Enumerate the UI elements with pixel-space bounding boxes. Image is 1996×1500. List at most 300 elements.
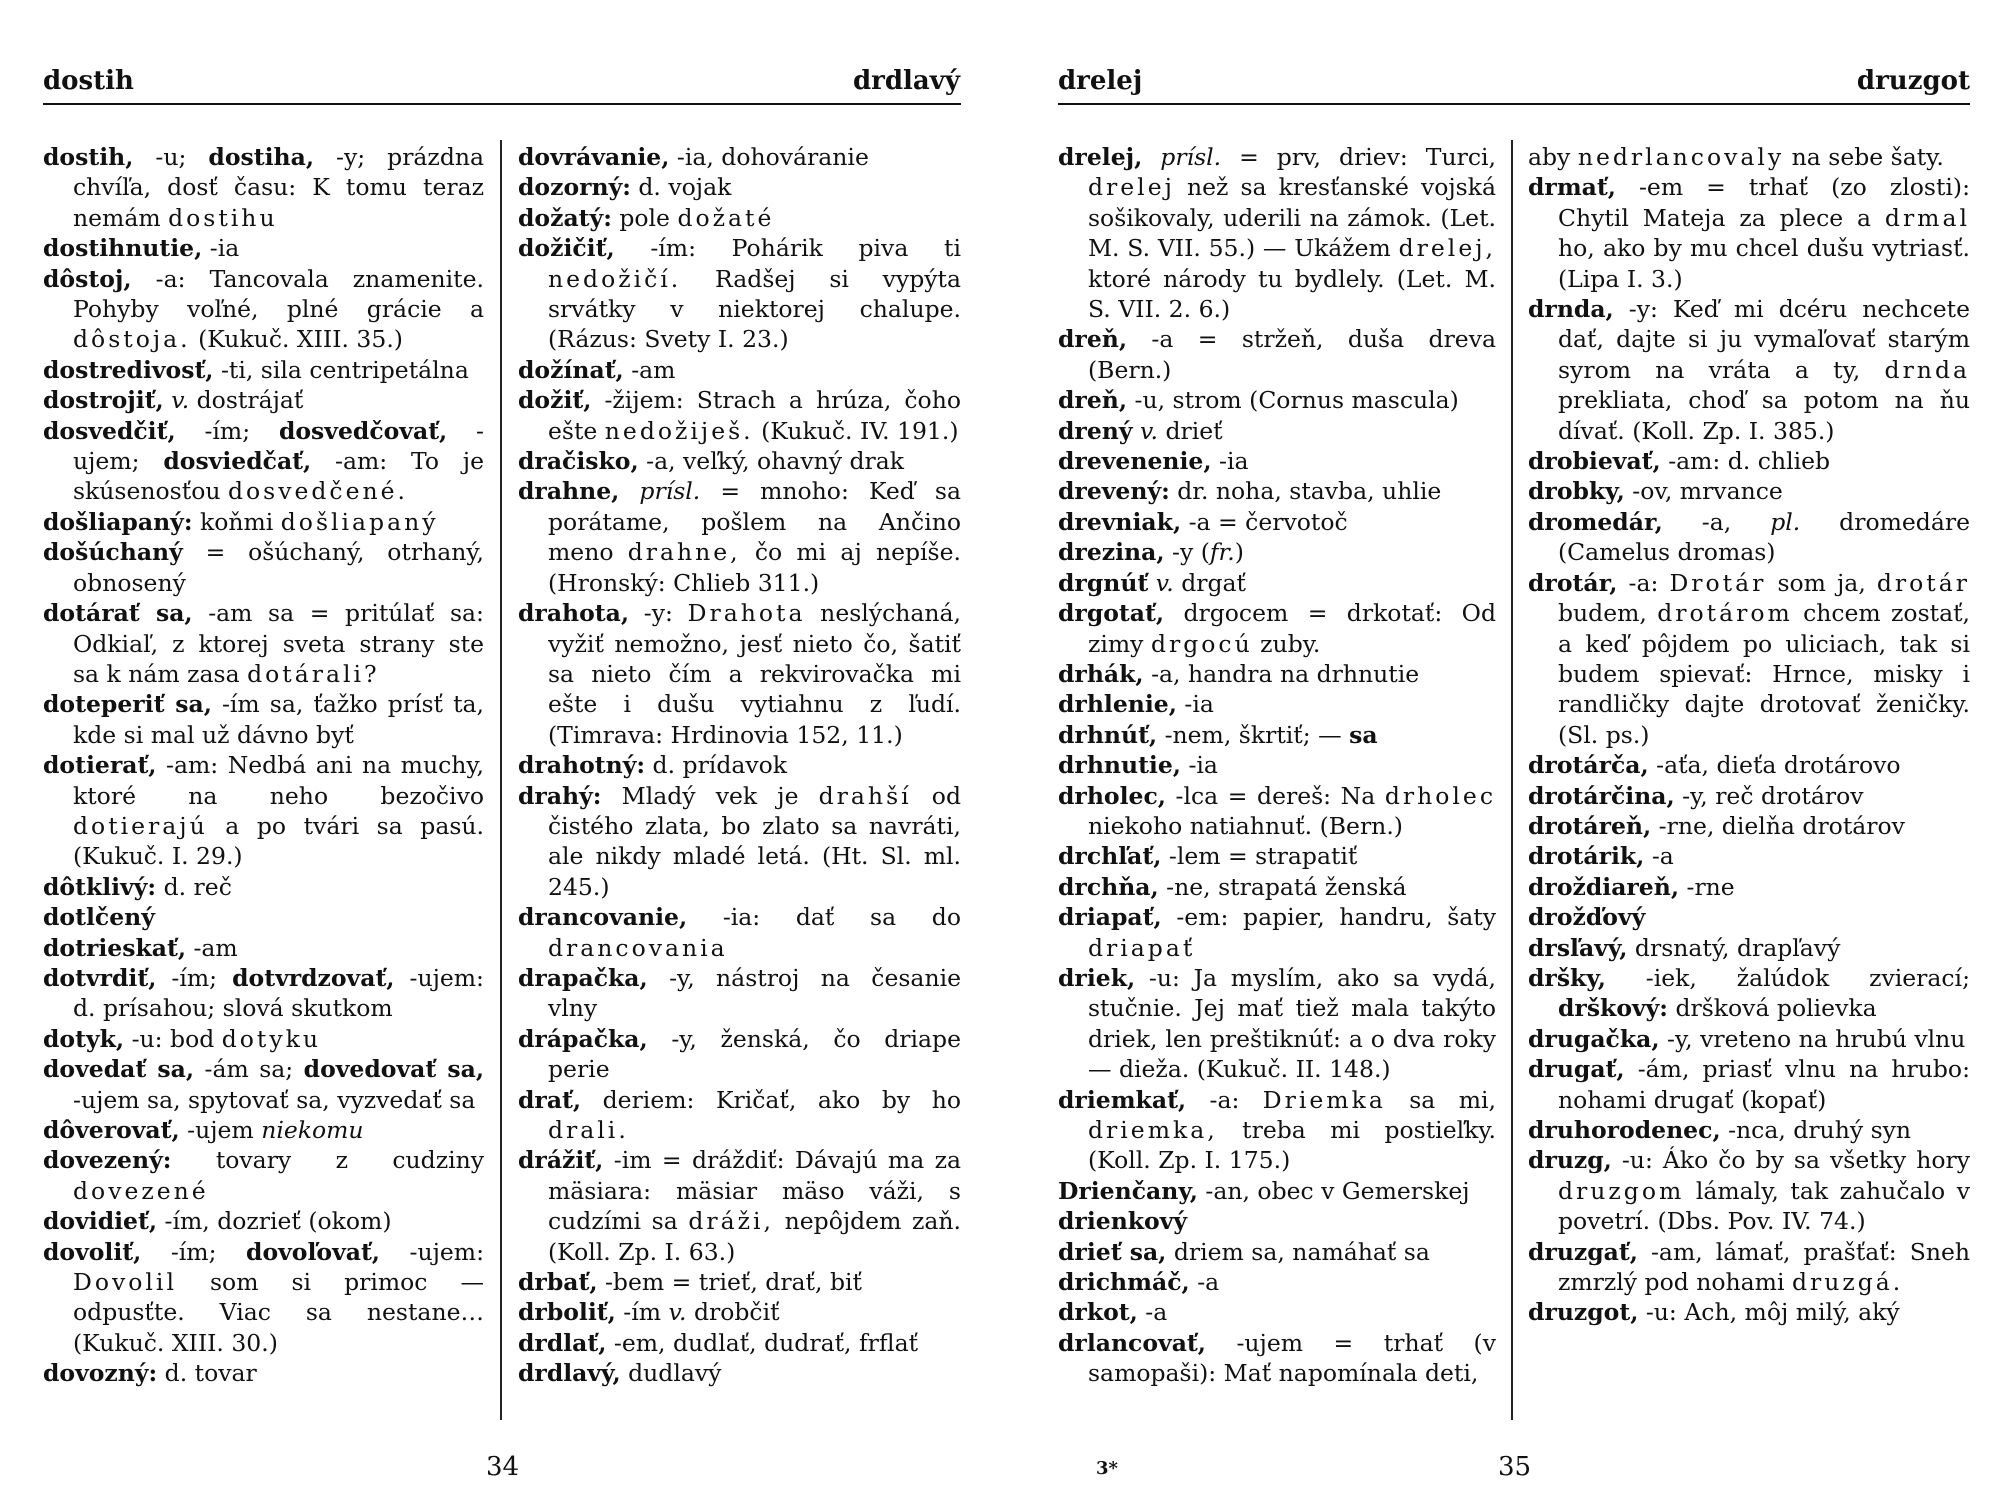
entry-text: -a = červotoč [1181, 507, 1348, 536]
headword: drahne, [518, 477, 620, 506]
entry-text [1142, 143, 1160, 171]
example-word: dovezené [73, 1176, 209, 1205]
headword: drhlenie, [1058, 690, 1177, 719]
entry-text: -a: [1617, 568, 1670, 597]
headword: drgnúť [1058, 568, 1149, 597]
entry-text: v. [171, 386, 190, 415]
entry-text: -y, ženská, čo driape perie [548, 1024, 961, 1084]
entry-text: -ia, dohováranie [669, 143, 869, 171]
entries-column-2 [1528, 142, 1970, 1328]
example-word: druzgom [1558, 1176, 1685, 1205]
headword: sa [1349, 720, 1378, 749]
dictionary-entry [1058, 385, 1496, 415]
headword: drobky, [1528, 477, 1625, 506]
dictionary-entry [518, 1358, 961, 1388]
headword: drahotný: [518, 751, 646, 780]
dictionary-entry [1058, 841, 1496, 871]
entry-text: fr. [1209, 538, 1235, 567]
dictionary-entry [518, 446, 961, 476]
dictionary-entry [1528, 568, 1970, 750]
example-word: nedrlancovaly [1577, 143, 1785, 171]
entry-text: drsnatý, drapľavý [1627, 933, 1841, 962]
headword: dôtklivý: [43, 872, 157, 901]
entry-text: drgať [1173, 568, 1246, 597]
column-divider [1511, 140, 1513, 1420]
entry-text: drgocem = drkotať: Od zimy [1088, 599, 1496, 658]
dictionary-entry [1058, 476, 1496, 506]
entry-text: -ti, sila centripetálna [213, 355, 469, 384]
dictionary-entry [1528, 1237, 1970, 1298]
entry-text: koňmi [192, 507, 281, 536]
entry-text: v. [1155, 568, 1174, 597]
entry-text: -ia [1181, 751, 1218, 780]
dictionary-entry [1528, 446, 1970, 476]
dictionary-entry [518, 902, 961, 963]
page-number: 34 [486, 1452, 520, 1482]
entry-text: -ujem = trhať (v samopaši): Mať napomínala deti, [1088, 1328, 1496, 1388]
entry-text: driem sa, namáhať sa [1166, 1237, 1430, 1266]
entry-text: (Kukuč. XIII. 35.) [190, 325, 403, 354]
headword: drdlať, [518, 1328, 607, 1357]
entry-text: som si primoc — odpusťte. Viac sa nestane… (Kukuč. XIII. 30.) [73, 1268, 484, 1357]
example-word: dotierajú [73, 811, 208, 840]
example-word: drelej [1088, 173, 1175, 202]
dictionary-entry [518, 142, 961, 172]
dictionary-entry [43, 598, 484, 689]
entry-text: -ujem; [73, 416, 484, 476]
entry-text: -ím [615, 1298, 669, 1327]
dictionary-entry [43, 385, 484, 415]
entry-text: -em = trhať (zo zlosti): Chytil Mateja za plece a [1558, 173, 1970, 232]
entry-text: neslýchaná, vyžiť nemožno, jesť nieto čo, šatiť sa nieto čím a rekvirovačka mi ešte i dušu vytiahnu z ľudí. (Timrava: Hrdinovia 152, 11.) [548, 599, 961, 749]
entry-text: -y, vreteno na hrubú vlnu [1659, 1024, 1966, 1053]
headword: dovrávanie, [518, 143, 670, 171]
headword: dostih, [43, 143, 134, 171]
headword: dostihnutie, [43, 234, 203, 263]
headword: Drienčany, [1058, 1176, 1198, 1205]
headword: dreň, [1058, 325, 1128, 354]
headword: dovoliť, [43, 1237, 142, 1266]
entry-text: dromedáre (Camelus dromas) [1558, 507, 1970, 567]
entries-column-2 [518, 142, 961, 1389]
headword: drotárik, [1528, 842, 1645, 871]
entry-text: dršková polievka [1667, 994, 1877, 1023]
headword: drbať, [518, 1268, 598, 1297]
example-word: drali. [548, 1116, 629, 1144]
example-word: dožaté [677, 203, 775, 232]
running-head-right: druzgot [1856, 66, 1970, 96]
entry-text: Radšej si vypýta srvátky v niektorej chalupe. (Rázus: Svety I. 23.) [548, 264, 961, 354]
entry-text: deriem: Kričať, ako by ho [581, 1085, 961, 1114]
headword: drchľať, [1058, 842, 1162, 871]
dictionary-entry [1528, 507, 1970, 568]
example-word: dráži, [688, 1207, 774, 1236]
headword: drhnúť, [1058, 720, 1158, 749]
entry-text: (Kukuč. IV. 191.) [753, 416, 959, 445]
headword: droždiareň, [1528, 872, 1680, 901]
entry-text: a po tvári sa pasú. (Kukuč. I. 29.) [73, 811, 484, 871]
right-page [998, 0, 1996, 1500]
entry-text: -ím, dozrieť (okom) [157, 1207, 392, 1236]
example-word: drholec [1384, 781, 1496, 810]
example-word: drotárom [1657, 599, 1793, 628]
dictionary-entry [43, 507, 484, 537]
example-word: Dovolil [73, 1268, 177, 1297]
example-word: dôstoja. [73, 325, 191, 354]
header-rule [43, 103, 961, 105]
entry-text: -a: [1186, 1085, 1263, 1114]
entry-text: -ím; [175, 416, 279, 445]
headword: driek, [1058, 963, 1136, 992]
headword: drnda, [1528, 295, 1614, 324]
entries-column-1 [1058, 142, 1496, 1389]
headword: drotár, [1528, 568, 1618, 597]
headword: driemkať, [1058, 1085, 1187, 1114]
headword: drevniak, [1058, 507, 1182, 536]
entry-text: -a, handra na drhnutie [1143, 659, 1420, 688]
entry-text: -ím; [156, 963, 233, 992]
example-word: Drotár [1669, 568, 1767, 597]
headword: drážiť, [518, 1146, 604, 1175]
entry-text: prísl. [1160, 143, 1222, 171]
dictionary-entry [1058, 1176, 1496, 1206]
entry-text: -ia [202, 234, 240, 263]
entry-text: -ím; [141, 1237, 247, 1266]
dictionary-entry [518, 476, 961, 598]
dictionary-entry [1058, 659, 1496, 689]
entry-text: -a = stržeň, duša dreva (Bern.) [1088, 325, 1496, 384]
entry-text: d. reč [156, 872, 232, 901]
dictionary-entry [1528, 142, 1970, 172]
headword: drgotať, [1058, 599, 1165, 628]
dictionary-entry [43, 416, 484, 507]
entry-text: -a [1137, 1298, 1168, 1327]
dictionary-entry [43, 902, 484, 932]
entry-text: budem, [1558, 599, 1658, 628]
headword: druzgať, [1528, 1237, 1638, 1266]
headword: drahota, [518, 599, 630, 628]
example-word: driemka, [1088, 1116, 1218, 1144]
headword: dôverovať, [43, 1116, 180, 1144]
headword: dotierať, [43, 751, 157, 780]
headword: drhnutie, [1058, 751, 1181, 780]
dictionary-entry [1058, 1267, 1496, 1297]
entry-text: -u: Ja myslím, ako sa vydá, stučnie. Jej mať tiež mala takýto driek, len preštiknúť: a o dva roky — dieža. (Kukuč. II. 148.) [1088, 963, 1496, 1084]
headword: dotárať sa, [43, 599, 193, 628]
dictionary-entry [43, 1237, 484, 1359]
entry-text: sa mi, [1385, 1085, 1496, 1114]
dictionary-entry [1058, 537, 1496, 567]
entry-text: -lca = dereš: Na [1165, 781, 1385, 810]
entry-text: aby [1528, 143, 1578, 171]
example-word: drahne, [627, 538, 741, 567]
dictionary-entry [518, 1267, 961, 1297]
dictionary-entry [43, 933, 484, 963]
column-divider [500, 140, 502, 1420]
entry-text: = mnoho: Keď sa porátame, pošlem na Ančino meno [548, 477, 961, 567]
headword: drahý: [518, 781, 602, 810]
headword: drezina, [1058, 538, 1165, 567]
entry-text: -u: bod [124, 1024, 222, 1053]
headword: došúchaný [43, 538, 183, 567]
headword: dotrieskať, [43, 933, 186, 962]
dictionary-entry [1528, 1297, 1970, 1327]
dictionary-entry [518, 233, 961, 355]
entry-text: -y: Keď mi dcéru nechcete dať, dajte si ju vymaľovať starým syrom na vráta a ty, [1558, 295, 1970, 384]
entry-text: -am: To je skúsenosťou [73, 447, 484, 506]
entry-text: pl. [1770, 507, 1801, 536]
dictionary-entry [1528, 963, 1970, 1024]
headword: drotáreň, [1528, 811, 1652, 840]
headword: drškový: [1558, 994, 1668, 1023]
entry-text: dudlavý [620, 1359, 722, 1388]
dictionary-entry [518, 598, 961, 750]
dictionary-entry [43, 750, 484, 872]
dictionary-entry [43, 233, 484, 263]
dictionary-entry [518, 1085, 961, 1146]
headword: drancovanie, [518, 903, 688, 932]
entry-text: -ám, priasť vlnu na hrubo: nohami drugať (kopať) [1558, 1055, 1970, 1114]
dictionary-entry [1528, 902, 1970, 932]
headword: druzgot, [1528, 1298, 1639, 1327]
headword: drholec, [1058, 781, 1166, 810]
headword: dotyk, [43, 1024, 125, 1053]
dictionary-entry [518, 1297, 961, 1327]
headword: dostredivosť, [43, 355, 214, 384]
entry-text: -a [1644, 842, 1674, 871]
dictionary-entry [1058, 1206, 1496, 1236]
example-word: drelej, [1398, 234, 1496, 263]
example-word: Driemka [1262, 1085, 1386, 1114]
entry-text: -rne [1679, 872, 1735, 901]
dictionary-entry [1058, 689, 1496, 719]
dictionary-entry [518, 781, 961, 903]
example-word: nedožičí. [548, 264, 682, 293]
headword: dračisko, [518, 447, 639, 476]
headword: dovezený: [43, 1146, 172, 1175]
entry-text: -ujem [179, 1116, 262, 1144]
dictionary-entry [1528, 1115, 1970, 1145]
example-word: dosvedčené. [227, 477, 409, 506]
headword: drapačka, [518, 963, 648, 992]
entry-text: -am: Nedbá ani na muchy, ktoré na neho bezočivo [73, 751, 484, 810]
headword: dosviedčať, [163, 447, 312, 476]
entry-text: prísl. [639, 477, 701, 506]
entry-text: -y ( [1164, 538, 1210, 567]
dictionary-entry [43, 1115, 484, 1145]
dictionary-entry [43, 264, 484, 355]
dictionary-entry [1528, 1024, 1970, 1054]
entry-text: -a [1189, 1268, 1220, 1297]
example-word: drahší [818, 781, 912, 810]
dictionary-entry [1528, 872, 1970, 902]
entry-text: pole [611, 203, 678, 232]
example-word: drnda [1884, 355, 1970, 384]
page-number: 35 [1498, 1452, 1532, 1482]
dictionary-entry [43, 689, 484, 750]
entry-text: som ja, [1766, 568, 1877, 597]
entry-text: -a, [1662, 507, 1771, 536]
headword: drienkový [1058, 1207, 1188, 1236]
headword: dostiha, [208, 143, 315, 171]
headword: drugať, [1528, 1055, 1625, 1084]
entry-text: -u, strom (Cornus mascula) [1127, 386, 1459, 415]
header-rule [1058, 103, 1970, 105]
entry-text: -y; prázdna chvíľa, dosť času: K tomu teraz nemám [73, 143, 485, 232]
dictionary-entry [43, 537, 484, 598]
dictionary-entry [518, 1328, 961, 1358]
entry-text: -ia: dať sa do [687, 903, 961, 932]
headword: driapať, [1058, 903, 1162, 932]
entry-text: -u: Ach, môj milý, aký [1638, 1298, 1900, 1327]
dictionary-entry [518, 1145, 961, 1267]
headword: drožďový [1528, 903, 1646, 932]
entry-text: -a, veľký, ohavný drak [638, 447, 905, 476]
headword: drugačka, [1528, 1024, 1660, 1053]
headword: dovedať sa, [43, 1055, 195, 1084]
dictionary-entry [1058, 1085, 1496, 1176]
headword: drchňa, [1058, 872, 1159, 901]
headword: dromedár, [1528, 507, 1663, 536]
dictionary-entry [1528, 294, 1970, 446]
headword: dovidieť, [43, 1207, 158, 1236]
entry-text: dr. noha, stavba, uhlie [1169, 477, 1442, 506]
running-head-left: drelej [1058, 66, 1143, 96]
dictionary-entry [1528, 841, 1970, 871]
entry-text: ktoré národy tu bydlely. (Let. M. S. VII. 2. 6.) [1088, 264, 1496, 324]
headword: dreň, [1058, 386, 1128, 415]
headword: došliapaný: [43, 507, 193, 536]
dictionary-entry [43, 1054, 484, 1115]
entry-text: drobčiť [686, 1298, 780, 1327]
entry-text: -ím sa, ťažko prísť ta, kde si mal už dávno byť [73, 690, 484, 749]
headword: dožiť, [518, 386, 592, 415]
entry-text: chcem zostať, a keď pôjdem po uliciach, tak si budem spievať: Hrnce, misky i randličky dajte drotovať ženičky. (Sl. ps.) [1558, 599, 1970, 749]
dictionary-entry [1528, 1054, 1970, 1115]
entry-text: -nem, škrtiť; — [1157, 720, 1350, 749]
entry-text: -ov, mrvance [1624, 477, 1783, 506]
entry-text: čo mi aj nepíše. (Hronský: Chlieb 311.) [548, 538, 961, 597]
example-word: drotár [1876, 568, 1970, 597]
dictionary-entry [1058, 446, 1496, 476]
dictionary-entry [1528, 172, 1970, 294]
entry-text: drieť [1157, 416, 1223, 445]
entry-text [1133, 417, 1140, 445]
entry-text: na sebe šaty. [1784, 143, 1944, 171]
dictionary-entry [1058, 872, 1496, 902]
dictionary-entry [1528, 811, 1970, 841]
entry-text: nepôjdem zaň. (Koll. Zp. I. 63.) [548, 1207, 961, 1266]
example-word: dostihu [168, 203, 278, 232]
dictionary-entry [43, 1358, 484, 1388]
headword: dôstoj, [43, 264, 132, 293]
headword: dozorný: [518, 173, 631, 202]
headword: drápačka, [518, 1024, 648, 1053]
entry-text: -am [623, 355, 676, 384]
dictionary-entry [1528, 933, 1970, 963]
example-word: nedožiješ. [604, 416, 754, 445]
entry-text: -y: [629, 599, 688, 628]
example-word: drancovania [548, 933, 728, 962]
headword: drkot, [1058, 1298, 1138, 1327]
entry-text: -am sa = pritúlať sa: Odkiaľ, z ktorej sveta strany ste sa k nám zasa [73, 599, 484, 688]
running-head-left: dostih [43, 66, 134, 96]
headword: drobievať, [1528, 447, 1661, 476]
entry-text: -am, lámať, prašťať: Sneh zmrzlý pod nohami [1558, 1237, 1970, 1297]
dictionary-entry [518, 203, 961, 233]
entries-column-1 [43, 142, 484, 1389]
dictionary-entry [518, 355, 961, 385]
headword: dotvrdzovať, [232, 963, 395, 992]
entry-text: dostrájať [189, 386, 304, 415]
headword: drotárčina, [1528, 781, 1675, 810]
entry-text: -bem = trieť, drať, biť [597, 1268, 862, 1297]
headword: drhák, [1058, 659, 1144, 688]
entry-text: -u: Áko čo by sa všetky hory [1611, 1146, 1970, 1175]
headword: dosvedčiť, [43, 416, 176, 445]
entry-text: -an, obec v Gemerskej [1197, 1176, 1470, 1205]
entry-text: -ám sa; [194, 1055, 304, 1084]
headword: druzg, [1528, 1146, 1612, 1175]
dictionary-entry [518, 750, 961, 780]
entry-text: lámaly, tak zahučalo v povetrí. (Dbs. Pov. IV. 74.) [1558, 1176, 1970, 1236]
headword: dovoľovať, [246, 1237, 380, 1266]
example-word: dotárali? [247, 659, 380, 688]
entry-text: -ia [1211, 447, 1249, 476]
headword: dotvrdiť, [43, 963, 157, 992]
headword: drdlavý, [518, 1359, 621, 1388]
entry-text [1148, 569, 1155, 597]
entry-text: prekliata, choď sa potom na ňu dívať. (Koll. Zp. I. 385.) [1558, 386, 1970, 445]
dictionary-entry [1058, 1237, 1496, 1267]
headword: drmať, [1528, 173, 1616, 202]
entry-text: od čistého zlata, bo zlato sa navráti, ale nikdy mladé letá. (Ht. Sl. ml. 245.) [548, 781, 961, 901]
dictionary-entry [1058, 1297, 1496, 1327]
headword: drený [1058, 416, 1133, 445]
dictionary-entry [1528, 750, 1970, 780]
headword: drlancovať, [1058, 1328, 1206, 1357]
entry-text: -y, nástroj na česanie vlny [548, 963, 961, 1023]
dictionary-entry [1058, 1328, 1496, 1389]
dictionary-entry [1058, 963, 1496, 1085]
entry-text: = prv, driev: Turci, [1221, 143, 1496, 171]
headword: druhorodenec, [1528, 1116, 1721, 1144]
headword: dotlčený [43, 903, 155, 932]
headword: dožičiť, [518, 234, 615, 263]
dictionary-entry [1058, 720, 1496, 750]
entry-text [619, 477, 639, 505]
headword: dožínať, [518, 355, 624, 384]
headword: drevený: [1058, 477, 1170, 506]
dictionary-entry [1058, 902, 1496, 963]
entry-text: -im = dráždiť: Dávajú ma za mäsiara: mäsiar mäso váži, s cudzími sa [548, 1146, 961, 1236]
entry-text: -aťa, dieťa drotárovo [1648, 751, 1901, 780]
entry-text: ) [1234, 538, 1244, 567]
entry-text: -am [186, 933, 238, 962]
dictionary-entry [43, 142, 484, 233]
dictionary-entry [43, 963, 484, 1024]
running-head-right: drdlavý [853, 66, 960, 96]
dictionary-entry [43, 872, 484, 902]
entry-text: niekoho natiahnuť. (Bern.) [1088, 811, 1403, 840]
dictionary-entry [1058, 324, 1496, 385]
headword: dostrojiť, [43, 386, 164, 415]
dictionary-entry [43, 1145, 484, 1206]
dictionary-entry [518, 385, 961, 446]
entry-text: -am: d. chlieb [1660, 447, 1831, 476]
headword: dršky, [1528, 963, 1606, 992]
entry-text: -ne, strapatá ženská [1158, 872, 1407, 901]
